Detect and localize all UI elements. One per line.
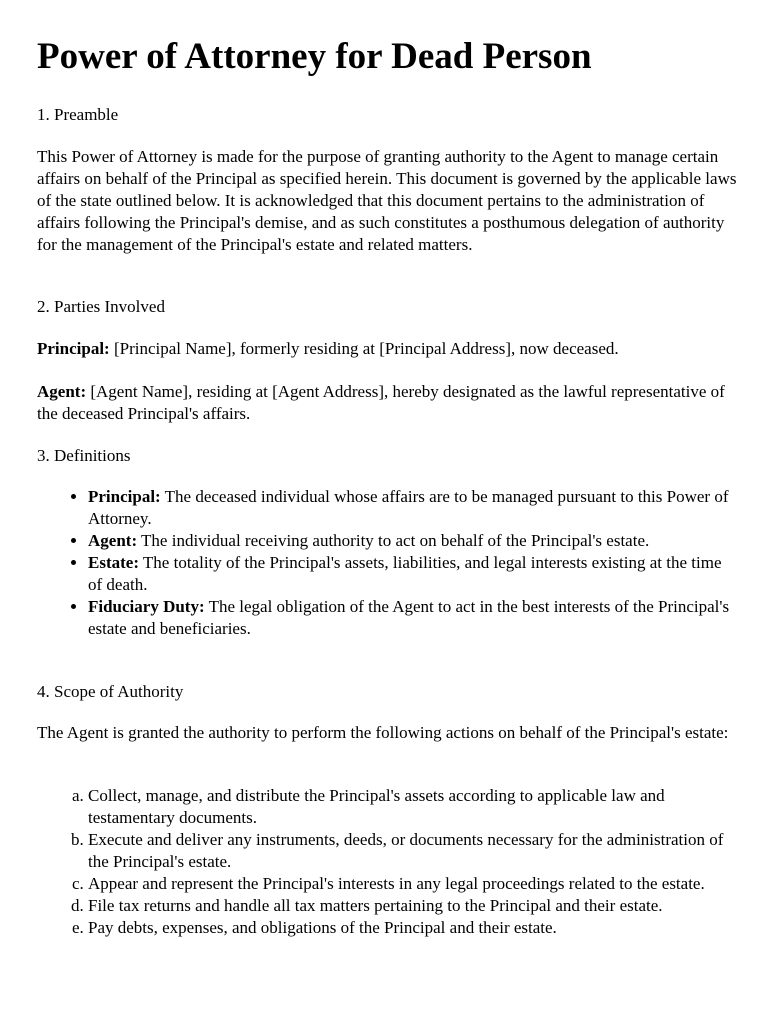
definition-text: The individual receiving authority to act on behalf of the Principal's estate.	[137, 531, 650, 550]
agent-details: [Agent Name], residing at [Agent Address], hereby designated as the lawful representative of the deceased Principal's affairs.	[37, 382, 725, 423]
section-heading-scope: 4. Scope of Authority	[37, 682, 184, 701]
principal-party	[37, 338, 677, 360]
scope-list	[37, 785, 737, 939]
scope-item: b. Execute and deliver any instruments, deeds, or documents necessary for the administration of the Principal's estate.	[88, 829, 737, 873]
definition-item	[88, 486, 737, 530]
definition-item	[88, 530, 737, 552]
definition-term: Estate:	[88, 553, 139, 572]
definition-term: Fiduciary Duty:	[88, 597, 205, 616]
principal-details: [Principal Name], formerly residing at [Principal Address], now deceased.	[109, 339, 619, 358]
section-heading-definitions: 3. Definitions	[37, 446, 131, 465]
definition-text: The totality of the Principal's assets, liabilities, and legal interests existing at the time of death.	[88, 553, 722, 594]
definition-term: Agent:	[88, 531, 138, 550]
agent-label: Agent:	[37, 382, 87, 401]
definition-item	[88, 596, 737, 640]
section-heading-parties: 2. Parties Involved	[37, 297, 165, 316]
scope-item: a. Collect, manage, and distribute the Principal's assets according to applicable law and testamentary documents.	[88, 785, 737, 829]
definition-item	[88, 552, 737, 596]
section-heading-preamble: 1. Preamble	[37, 105, 119, 124]
scope-item: c. Appear and represent the Principal's interests in any legal proceedings related to the estate.	[88, 873, 737, 895]
document-title: Power of Attorney for Dead Person	[37, 36, 592, 77]
definition-text: The legal obligation of the Agent to act in the best interests of the Principal's estate and beneficiaries.	[88, 597, 730, 638]
definition-text: The deceased individual whose affairs are to be managed pursuant to this Power of Attorney.	[88, 487, 729, 528]
preamble-paragraph: This Power of Attorney is made for the purpose of granting authority to the Agent to manage certain affairs on behalf of the Principal as specified herein. This document is governed by the applicable laws of the state outlined below. It is acknowledged that this document pertains to the administration of affairs following the Principal's demise, and as such constitutes a posthumous delegation of authority for the management of the Principal's estate and related matters.	[37, 147, 737, 254]
agent-party	[37, 381, 737, 425]
scope-item: e. Pay debts, expenses, and obligations of the Principal and their estate.	[88, 917, 737, 939]
scope-item: d. File tax returns and handle all tax matters pertaining to the Principal and their estate.	[88, 895, 737, 917]
definitions-list	[37, 486, 737, 640]
definition-term: Principal:	[88, 487, 161, 506]
principal-label: Principal:	[37, 339, 110, 358]
scope-intro: The Agent is granted the authority to perform the following actions on behalf of the Principal's estate:	[37, 723, 729, 742]
